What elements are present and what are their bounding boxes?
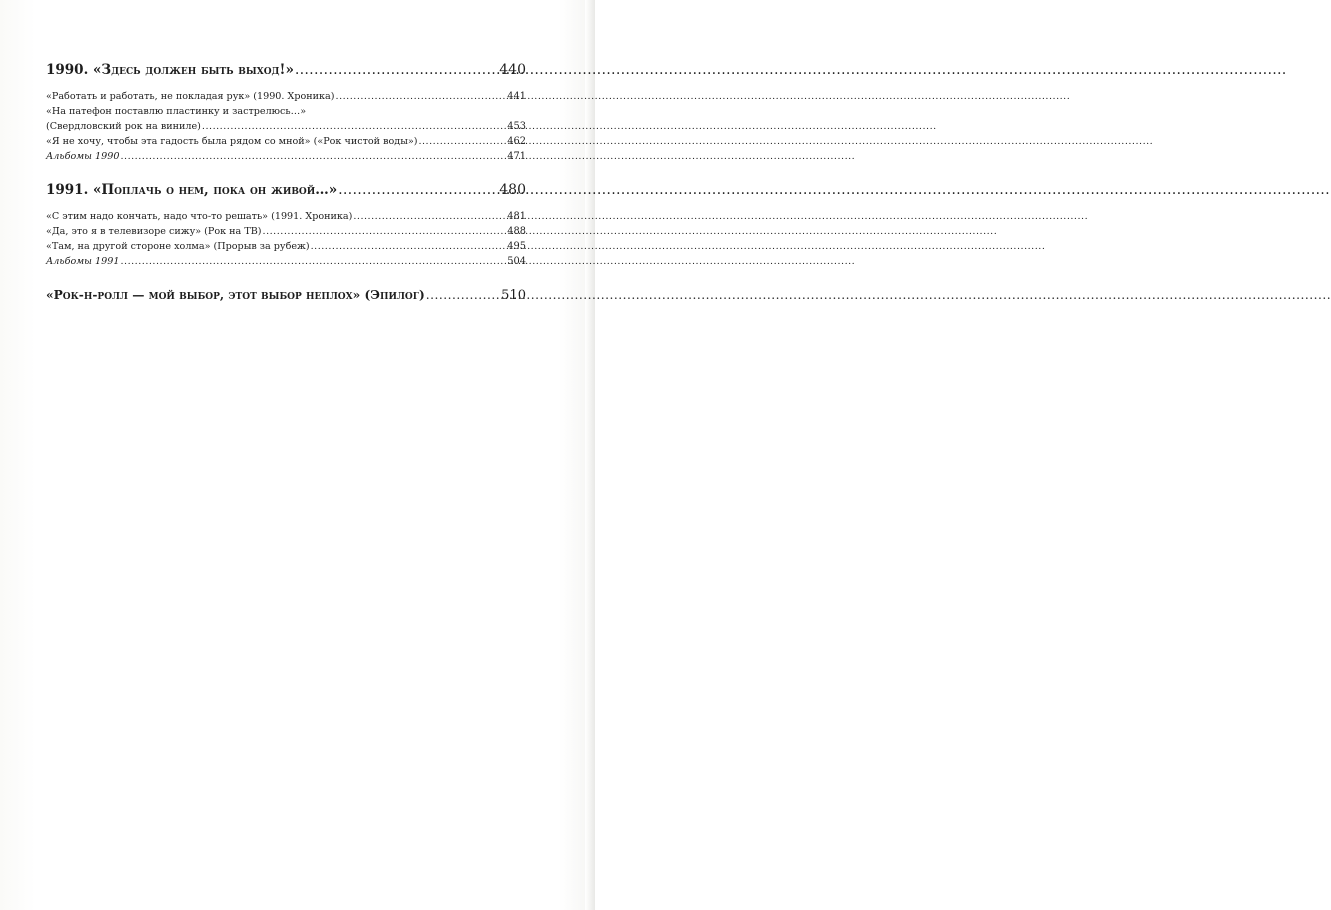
chapter-year: 1991. [46,182,89,198]
chapter-name: «Поплачь о нем, пока он живой…» [92,182,338,198]
toc-entry [46,239,526,254]
toc-entry [46,224,526,239]
epilog-title: «Рок-н-ролл — мой выбор, этот выбор неплох» (Эпилог) [46,288,425,302]
chapter-title [46,180,337,200]
toc-entry [46,209,526,224]
page-number: 481 [507,211,526,222]
toc-entry [46,134,526,149]
entry-title: «Там, на другой стороне холма» (Прорыв за рубеж) [46,241,310,252]
page-number: 441 [507,91,526,102]
leader-dots [202,119,506,134]
entry-title: «Работать и работать, не покладая рук» (1990. Хроника) [46,91,335,102]
toc-entry [46,104,526,134]
toc-chapter-heading [46,60,526,80]
leader-dots [418,134,506,149]
page-number: 440 [499,62,526,78]
chapter-title [46,60,294,80]
entry-title: «С этим надо кончать, надо что-то решать» (1991. Хроника) [46,211,353,222]
entry-title: Альбомы 1990 [46,151,120,162]
leader-dots [426,285,500,305]
leader-dots [353,209,506,224]
page-number: 471 [507,151,526,162]
chapter-name: «Здесь должен быть выход!» [92,62,294,78]
page-number: 462 [507,136,526,147]
table-of-contents [46,60,526,306]
leader-dots [311,239,507,254]
leader-dots [338,180,498,200]
entry-title: «Я не хочу, чтобы эта гадость была рядом со мной» («Рок чистой воды») [46,136,418,147]
page-number: 453 [507,121,526,132]
toc-section-1990 [46,60,526,164]
leader-dots [336,89,507,104]
toc-section-1991 [46,180,526,269]
entry-title: Альбомы 1991 [46,256,120,267]
leader-dots [120,254,506,269]
entry-title: «Да, это я в телевизоре сижу» (Рок на ТВ) [46,226,262,237]
leader-dots [295,60,498,80]
book-page [0,0,595,910]
page-number: 504 [507,256,526,267]
chapter-year: 1990. [46,62,89,78]
entry-title-line1: «На патефон поставлю пластинку и застрелюсь…» [46,106,307,117]
toc-epilog [46,285,526,306]
leader-dots [263,224,507,239]
toc-chapter-heading [46,180,526,200]
page-number: 510 [501,288,526,303]
toc-entry-albums [46,149,526,164]
page-number: 488 [507,226,526,237]
page-number: 495 [507,241,526,252]
leader-dots [120,149,506,164]
entry-title-line2-row [46,119,526,134]
page-number: 480 [499,182,526,198]
toc-entry-albums [46,254,526,269]
toc-entry [46,89,526,104]
entry-title-line2: (Свердловский рок на виниле) [46,121,201,132]
